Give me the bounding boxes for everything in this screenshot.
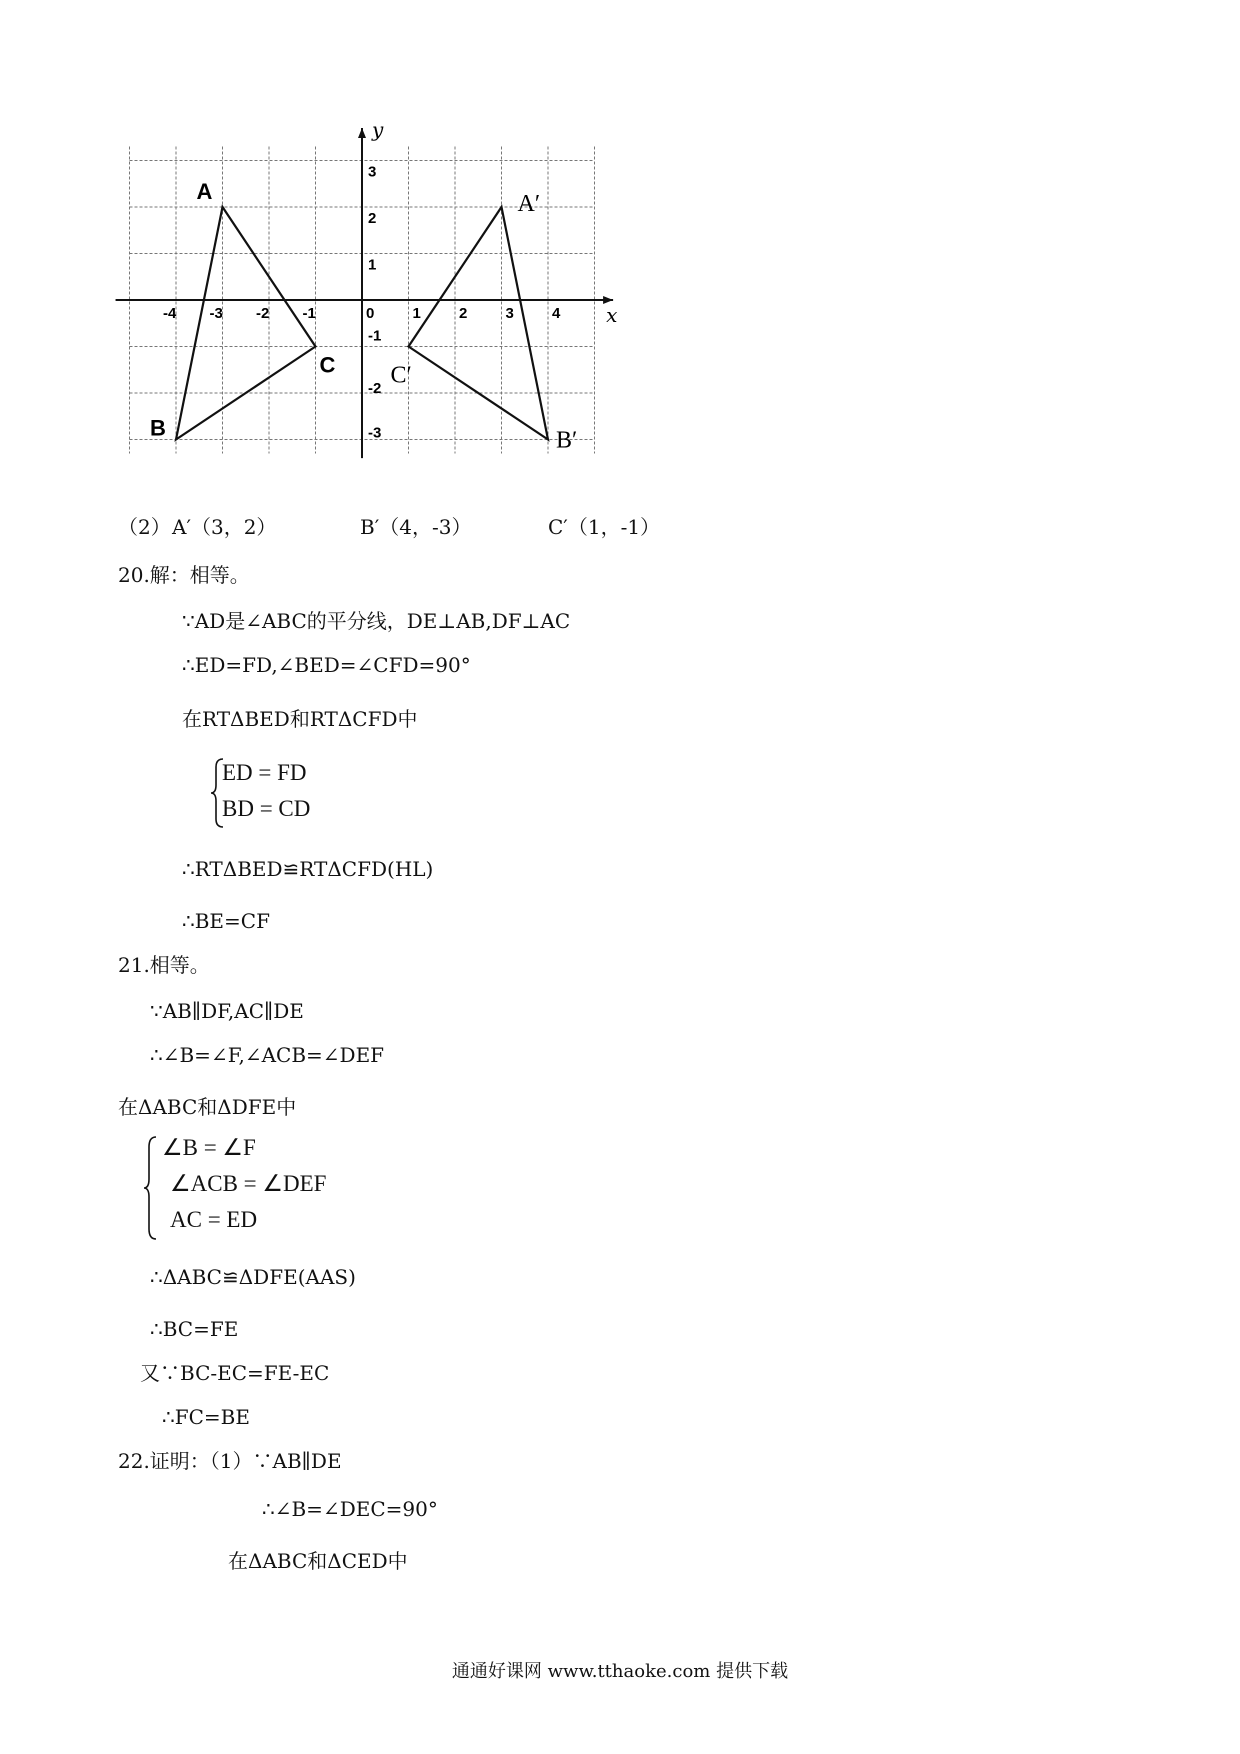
x-tick-label: -2 [256,305,270,322]
q20-line2: ∴ED=FD,∠BED=∠CFD=90° [182,653,471,677]
q20-line1: ∵AD是∠ABC的平分线，DE⊥AB,DF⊥AC [182,609,571,633]
q20-line3: 在RTΔBED和RTΔCFD中 [182,707,418,731]
q21-line7: ∴FC=BE [162,1405,250,1429]
q20-line4: ∴RTΔBED≌RTΔCFD(HL) [182,857,434,881]
x-tick-label: 0 [366,305,375,322]
point-label: B [150,415,166,441]
y-axis-label: y [372,117,384,142]
point-label: A [196,179,213,204]
coordinate-figure [118,117,618,468]
page-footer: 通通好课网 www.tthaoke.com 提供下载 [451,1661,789,1682]
q19-answer-a: A′（3，2） [172,515,277,539]
y-tick-label: 3 [368,163,377,181]
q22-line1: ∴∠B=∠DEC=90° [262,1497,438,1521]
x-tick-label: 3 [505,305,514,322]
q20-title: 20.解：相等。 [118,563,250,587]
q21-line4: ∴ΔABC≌ΔDFE(AAS) [150,1265,356,1289]
q21-line3: 在ΔABC和ΔDFE中 [118,1095,297,1119]
x-tick-label: -4 [163,305,177,322]
x-tick-label: 1 [412,305,421,322]
x-tick-label: -1 [302,305,316,322]
q19-answer-c: C′（1，-1） [548,515,661,539]
q21-eq1: ∠B = ∠F [162,1135,256,1160]
q21-line1: ∵AB∥DF,AC∥DE [150,999,304,1023]
q20-eq2: BD = CD [222,796,311,821]
y-tick-label: 2 [368,210,377,227]
triangle-abc-prime [409,207,549,440]
q21-brace [143,1135,159,1241]
q21-eq3: AC = ED [170,1207,258,1232]
y-tick-label: -3 [368,424,382,442]
point-label: C [319,352,336,378]
q21-title: 21.相等。 [118,953,210,977]
q19-part2-label: （2） [118,515,171,539]
q20-eq1: ED = FD [222,760,307,785]
x-axis-label: x [606,303,618,327]
x-tick-label: 4 [552,305,561,322]
q22-line2: 在ΔABC和ΔCED中 [228,1549,408,1573]
y-tick-label: -1 [368,327,382,345]
q21-line2: ∴∠B=∠F,∠ACB=∠DEF [150,1043,385,1067]
point-label: A′ [517,191,541,217]
q20-line5: ∴BE=CF [182,909,270,933]
y-tick-label: 1 [368,256,377,274]
q22-title: 22.证明：（1）∵AB∥DE [118,1449,342,1473]
q19-answer-b: B′（4，-3） [360,515,472,539]
q21-line5: ∴BC=FE [150,1317,239,1341]
point-label: C′ [390,362,412,389]
x-tick-label: 2 [459,305,468,322]
q21-line6: 又∵BC-EC=FE-EC [140,1361,330,1385]
y-tick-label: -2 [368,380,382,397]
x-tick-label: -3 [209,305,223,322]
point-label: B′ [556,427,578,454]
y-axis-arrow [358,128,366,138]
q21-eq2: ∠ACB = ∠DEF [170,1171,327,1196]
triangle-abc [176,207,316,440]
